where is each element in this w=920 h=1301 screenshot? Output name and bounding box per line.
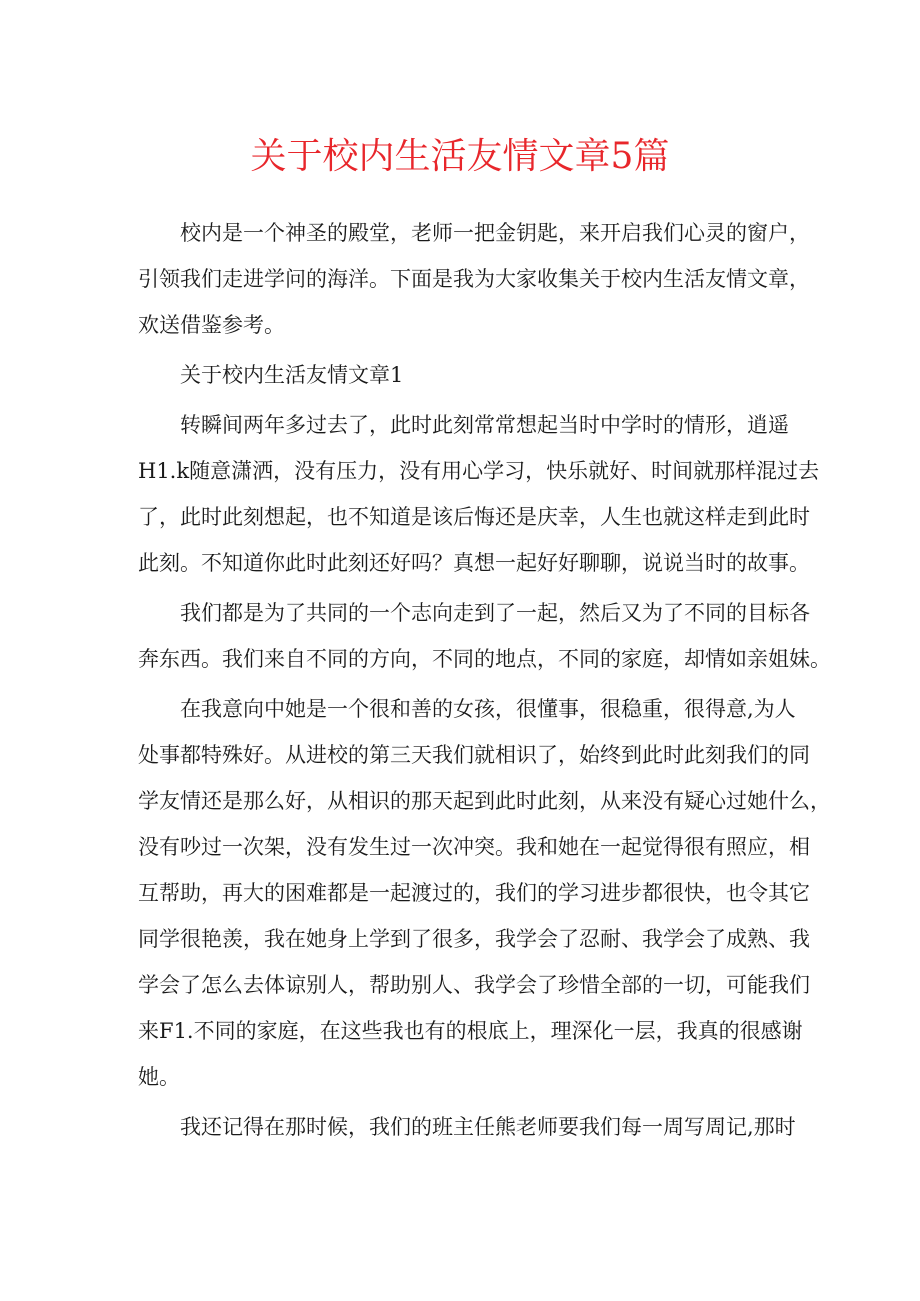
paragraph-line: 学友情还是那么好，从相识的那天起到此时此刻，从来没有疑心过她什么， [138, 789, 831, 813]
paragraph-line: 转瞬间两年多过去了，此时此刻常常想起当时中学时的情形，逍遥 [180, 413, 789, 437]
paragraph-line: H1.k随意潇洒，没有压力，没有用心学习，快乐就好、时间就那样混过去 [138, 459, 820, 483]
paragraph-line: 我们都是为了共同的一个志向走到了一起，然后又为了不同的目标各 [180, 601, 810, 625]
section-heading: 关于校内生活友情文章1 [180, 363, 404, 387]
paragraph-line: 同学很艳羡，我在她身上学到了很多，我学会了忍耐、我学会了成熟、我 [138, 927, 810, 951]
document-body [138, 210, 831, 1150]
paragraph-line: 此刻。不知道你此时此刻还好吗？真想一起好好聊聊，说说当时的故事。 [138, 551, 810, 575]
paragraph-line: 互帮助，再大的困难都是一起渡过的，我们的学习进步都很快，也令其它 [138, 881, 810, 905]
paragraph-line: 在我意向中她是一个很和善的女孩，很懂事，很稳重，很得意,为人 [180, 697, 796, 721]
paragraph-line: 我还记得在那时候，我们的班主任熊老师要我们每一周写周记,那时 [180, 1115, 796, 1139]
paragraph-line: 来F1.不同的家庭，在这些我也有的根底上，理深化一层，我真的很感谢 [138, 1019, 803, 1043]
paragraph-line: 欢送借鉴参考。 [138, 313, 285, 337]
document-title: 关于校内生活友情文章5篇 [250, 136, 670, 177]
paragraph-line: 奔东西。我们来自不同的方向，不同的地点，不同的家庭，却情如亲姐妹。 [138, 647, 831, 671]
paragraph-line: 没有吵过一次架，没有发生过一次冲突。我和她在一起觉得很有照应，相 [138, 835, 810, 859]
paragraph-line: 了，此时此刻想起，也不知道是该后悔还是庆幸，人生也就这样走到此时 [138, 505, 810, 529]
paragraph-line: 引领我们走进学问的海洋。下面是我为大家收集关于校内生活友情文章， [138, 267, 810, 291]
paragraph-line: 处事都特殊好。从进校的第三天我们就相识了，始终到此时此刻我们的同 [138, 743, 810, 767]
paragraph-line: 学会了怎么去体谅别人，帮助别人、我学会了珍惜全部的一切，可能我们 [138, 973, 810, 997]
paragraph-line: 校内是一个神圣的殿堂，老师一把金钥匙，来开启我们心灵的窗户， [180, 221, 810, 245]
paragraph-line: 她。 [138, 1065, 180, 1089]
